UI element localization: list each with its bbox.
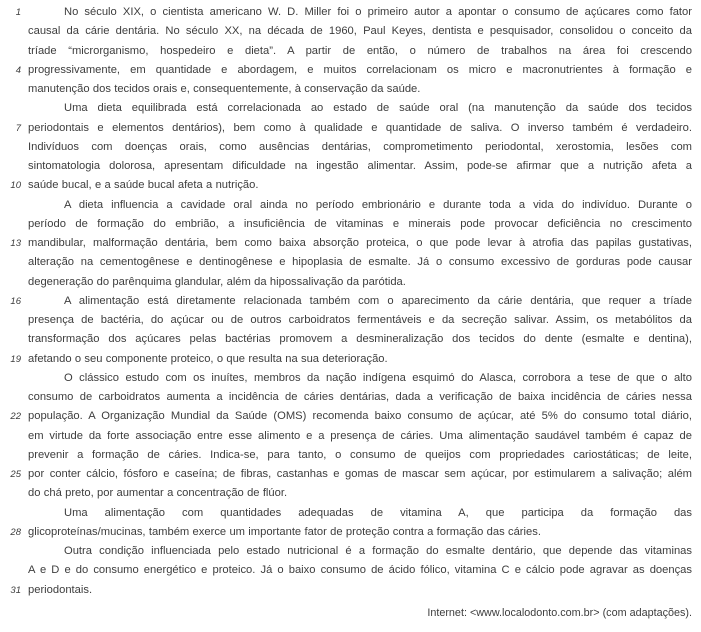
line-text: periodontais e elementos dentários), bem como à qualidade e quantidade de saliva. O inverso também é verdadeiro. — [28, 121, 692, 134]
line-text: população. A Organização Mundial da Saúde (OMS) recomenda baixo consumo de açúcar, até 5% do consumo total diário, — [28, 410, 692, 423]
line-text: No século XIX, o cientista americano W. D. Miller foi o primeiro autor a apontar o consumo de açúcares como fator — [64, 6, 692, 18]
text-line — [0, 215, 701, 234]
text-line — [0, 542, 701, 561]
line-number: 10 — [10, 180, 21, 192]
line-number: 19 — [10, 353, 21, 365]
text-line — [0, 446, 701, 465]
text-line — [0, 234, 701, 253]
line-text: por conter cálcio, fósforo e caseína; de fibras, castanhas e gomas de mascar sem açúcar, por estimularem a salivação; além — [28, 468, 692, 480]
line-text: consumo de carboidratos aumenta a incidência de cáries dentárias, dada a verificação de baixa incidência de cáries nessa — [28, 391, 692, 403]
text-line — [0, 3, 701, 22]
text-line — [0, 196, 701, 215]
line-number — [0, 253, 21, 272]
text-line — [0, 388, 701, 407]
line-text: mandibular, malformação dentária, bem como baixa absorção proteica, o que pode levar à atrofia das papilas gustativas, — [28, 237, 692, 249]
text-line — [0, 561, 701, 580]
line-text: prevenir a formação de cáries. Indica-se, para tanto, o consumo de queijos com propriedades cariostáticas; de leite, — [28, 448, 692, 461]
line-number — [0, 504, 21, 523]
line-number: 31 — [10, 584, 21, 596]
line-text: Uma dieta equilibrada está correlacionada ao estado de saúde oral (na manutenção da saúde dos tecidos — [64, 102, 692, 115]
line-text: Outra condição influenciada pelo estado nutricional é a formação do esmalte dentário, que depende das vitaminas — [64, 545, 692, 557]
line-number: 16 — [10, 295, 21, 307]
line-number: 4 — [15, 64, 21, 76]
line-number — [0, 138, 21, 157]
line-number: 22 — [10, 411, 21, 423]
line-text: degeneração do parênquima glandular, além da hipossalivação da parótida. — [28, 275, 406, 288]
line-text: periodontais. — [28, 583, 93, 596]
line-text: saúde bucal, e a saúde bucal afeta a nutrição. — [28, 179, 259, 192]
line-number — [0, 80, 21, 99]
line-text: progressivamente, em quantidade e abordagem, e muitos correlacionam os micro e macronutrientes à formação e — [28, 63, 692, 76]
line-number — [0, 99, 21, 118]
line-text: glicoproteínas/mucinas, também exerce um importante fator de proteção contra a formação das cáries. — [28, 525, 541, 538]
line-text: presença de bactéria, do açúcar ou de outros carboidratos fermentáveis e da secreção salivar. Assim, os metabólitos da — [28, 314, 692, 326]
text-line — [0, 330, 701, 349]
line-text: Uma alimentação com quantidades adequadas de vitamina A, que participa da formação das — [64, 506, 692, 519]
text-line — [0, 99, 701, 118]
text-line — [0, 80, 701, 99]
line-text: alteração na cementogênese e dentinogênese e hipoplasia de esmalte. Já o consumo excessivo de gorduras pode causar — [28, 256, 692, 269]
text-line — [0, 484, 701, 503]
line-number — [0, 215, 21, 234]
text-line — [0, 504, 701, 523]
line-number: 1 — [15, 7, 21, 18]
line-number: 7 — [15, 122, 21, 134]
line-number — [0, 330, 21, 349]
line-text: A dieta influencia a cavidade oral ainda no período embrionário e durante toda a vida do indivíduo. Durante o — [64, 198, 692, 211]
line-number: 13 — [10, 238, 21, 249]
line-number — [0, 427, 21, 446]
reading-text — [0, 3, 701, 600]
line-number — [0, 484, 21, 503]
text-line — [0, 157, 701, 176]
source-credit: Internet: <www.localodonto.com.br> (com adaptações). — [427, 607, 692, 619]
line-number — [0, 561, 21, 580]
text-line — [0, 253, 701, 272]
line-text: causal da cárie dentária. No século XX, na década de 1960, Paul Keyes, dentista e pesquisador, consolidou o conceito da — [28, 25, 692, 38]
line-number — [0, 388, 21, 407]
text-line — [0, 273, 701, 292]
text-line — [0, 350, 701, 369]
line-number — [0, 42, 21, 61]
line-number — [0, 196, 21, 215]
line-number — [0, 369, 21, 388]
text-line — [0, 61, 701, 80]
line-text: Indivíduos com doenças orais, como ausências dentárias, comprometimento periodontal, xerostomia, lesões com — [28, 140, 692, 153]
line-number — [0, 157, 21, 176]
text-line — [0, 427, 701, 446]
line-number: 28 — [10, 526, 21, 538]
text-line — [0, 523, 701, 542]
line-text: manutenção dos tecidos orais e, consequentemente, à conservação da saúde. — [28, 83, 421, 95]
line-text: O clássico estudo com os inuítes, membros da nação indígena esquimó do Alasca, corrobora a tese de que o alto — [64, 371, 692, 384]
line-number — [0, 311, 21, 330]
text-line — [0, 369, 701, 388]
text-line — [0, 42, 701, 61]
text-line — [0, 292, 701, 311]
line-number — [0, 22, 21, 41]
line-text: em virtude da forte associação entre esse alimento e a presença de cáries. Uma alimentação saudável também é capaz de — [28, 429, 692, 442]
line-number — [0, 273, 21, 292]
text-line — [0, 311, 701, 330]
line-text: afetando o seu componente proteico, o que resulta na sua deterioração. — [28, 352, 388, 365]
line-text: sintomatologia dolorosa, apresentam dificuldade na ingestão alimentar. Assim, pode-se afirmar que a nutrição afeta a — [28, 160, 692, 172]
text-line — [0, 407, 701, 426]
line-text: período de formação do embrião, a insuficiência de vitaminas e minerais pode provocar deficiência no crescimento — [28, 217, 692, 230]
text-line — [0, 22, 701, 41]
text-line — [0, 465, 701, 484]
line-text: A alimentação está diretamente relacionada também com o aparecimento da cárie dentária, que requer a tríade — [64, 294, 692, 307]
line-text: A e D e do consumo energético e proteico. Já o baixo consumo de ácido fólico, vitamina C e cálcio pode agravar as doenças — [28, 564, 692, 577]
line-number — [0, 446, 21, 465]
line-text: do chá preto, por aumentar a concentração de flúor. — [28, 487, 288, 500]
line-number: 25 — [10, 469, 21, 480]
line-text: transformação dos açúcares pelas bactérias promovem a desmineralização dos tecidos do dente (esmalte e dentina), — [28, 333, 692, 346]
text-line — [0, 119, 701, 138]
line-text: tríade “microrganismo, hospedeiro e dieta”. A partir de então, o número de trabalhos na área foi crescendo — [28, 44, 692, 57]
text-line — [0, 176, 701, 195]
text-line — [0, 138, 701, 157]
text-line — [0, 581, 701, 600]
line-number — [0, 542, 21, 561]
